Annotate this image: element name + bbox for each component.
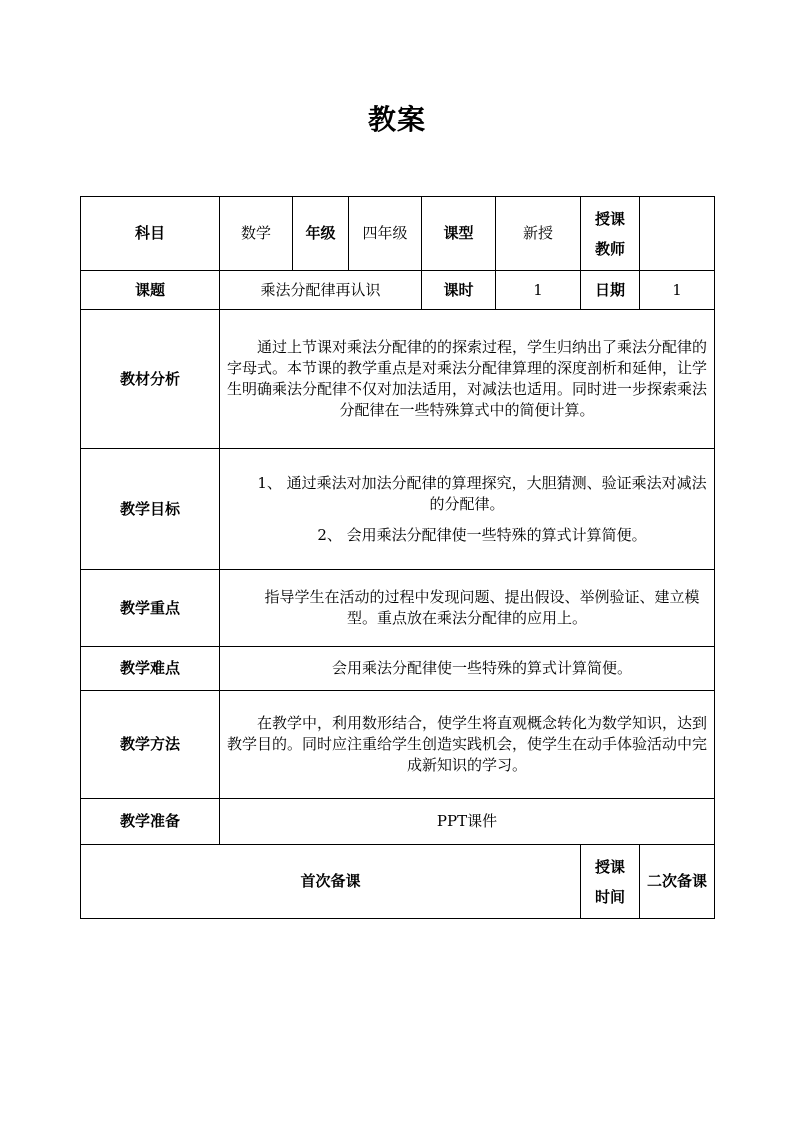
- methods-row: [81, 691, 715, 799]
- topic-value: 乘法分配律再认识: [220, 271, 422, 310]
- methods-cell: [220, 691, 715, 799]
- subject-value: 数学: [220, 197, 293, 271]
- grade-value: 四年级: [349, 197, 422, 271]
- grade-label: 年级: [293, 197, 349, 271]
- date-value: 1: [640, 271, 715, 310]
- difficulties-row: [81, 647, 715, 691]
- period-label: 课时: [422, 271, 496, 310]
- material-analysis-label: 教材分析: [81, 310, 220, 449]
- material-analysis-row: [81, 310, 715, 449]
- topic-label: 课题: [81, 271, 220, 310]
- page-title: 教案: [367, 103, 426, 136]
- time-label-line2: 时间: [595, 887, 626, 906]
- date-label: 日期: [581, 271, 640, 310]
- objective-item-1: 1、 通过乘法对加法分配律的算理探究，大胆猜测、验证乘法对减法的分配律。: [257, 473, 707, 513]
- first-prep-label: 首次备课: [81, 845, 581, 919]
- teacher-label-line1: 授课: [595, 209, 626, 228]
- key-points-row: [81, 570, 715, 647]
- objective-item-2: 2、 会用乘法分配律使一些特殊的算式计算简便。: [317, 525, 647, 544]
- objectives-row: [81, 449, 715, 570]
- methods-text: 在教学中，利用数形结合，使学生将直观概念转化为数学知识，达到教学目的。同时应注重给学生创造实践机会，使学生在动手体验活动中完成新知识的学习。: [227, 714, 708, 774]
- material-analysis-cell: [220, 310, 715, 449]
- time-label: [581, 845, 640, 919]
- difficulties-cell: [220, 647, 715, 691]
- preparation-label: 教学准备: [81, 799, 220, 845]
- header-row: [81, 197, 715, 271]
- second-prep-label: 二次备课: [640, 845, 715, 919]
- difficulties-label: 教学难点: [81, 647, 220, 691]
- preparation-row: [81, 799, 715, 845]
- lesson-type-value: 新授: [496, 197, 581, 271]
- period-value: 1: [496, 271, 581, 310]
- key-points-text: 指导学生在活动的过程中发现问题、提出假设、举例验证、建立模型。重点放在乘法分配律的应用上。: [264, 588, 700, 627]
- subject-label: 科目: [81, 197, 220, 271]
- objectives-label: 教学目标: [81, 449, 220, 570]
- teacher-value: [640, 197, 715, 271]
- objectives-cell: [220, 449, 715, 570]
- teacher-label: [581, 197, 640, 271]
- lesson-type-label: 课型: [422, 197, 496, 271]
- material-analysis-text: 通过上节课对乘法分配律的的探索过程，学生归纳出了乘法分配律的字母式。本节课的教学重点是对乘法分配律算理的深度剖析和延伸，让学生明确乘法分配律不仅对加法适用，对减法也适用。同时进一步探索乘法分配律在一些特殊算式中的简便计算。: [227, 338, 708, 419]
- topic-row: [81, 271, 715, 310]
- key-points-cell: [220, 570, 715, 647]
- preparation-text: PPT课件: [220, 799, 715, 845]
- key-points-label: 教学重点: [81, 570, 220, 647]
- difficulties-text: 会用乘法分配律使一些特殊的算式计算简便。: [332, 659, 633, 677]
- teacher-label-line2: 教师: [595, 239, 626, 258]
- time-label-line1: 授课: [595, 857, 626, 876]
- footer-row: [81, 845, 715, 919]
- methods-label: 教学方法: [81, 691, 220, 799]
- lesson-plan-table: [80, 196, 715, 919]
